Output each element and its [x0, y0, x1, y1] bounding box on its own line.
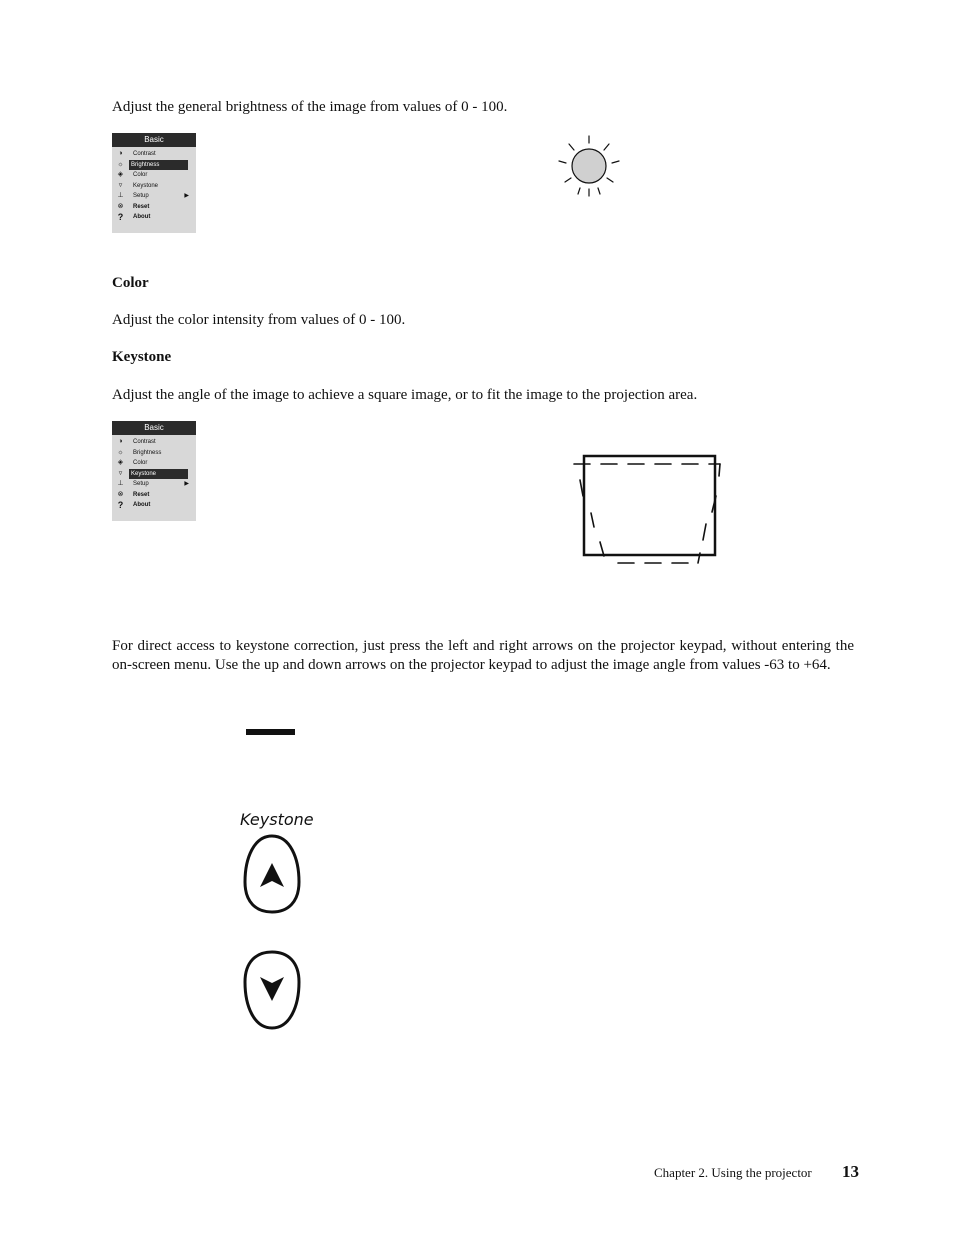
menu-item-setup: ⊥ Setup ▶ [112, 191, 196, 202]
down-arrow-button-icon [240, 948, 304, 1032]
keystone-description: Adjust the angle of the image to achieve a square image, or to fit the image to the projection area. [112, 387, 698, 403]
page-number: 13 [842, 1162, 859, 1181]
menu-item-about: ? About [117, 212, 151, 222]
menu-item-keystone: ▿ Keystone [112, 469, 196, 480]
menu-item-reset: ⊗ Reset [112, 202, 196, 213]
chapter-footer: Chapter 2. Using the projector [654, 1165, 812, 1180]
question-icon: ? [117, 500, 124, 510]
reset-icon: ⊗ [117, 490, 124, 498]
keypad-bar [246, 729, 295, 735]
contrast-icon: ◑ [118, 150, 123, 157]
menu-title: Basic [112, 133, 196, 147]
menu-item-keystone: ▿ Keystone [112, 181, 196, 192]
keystone-icon: ▿ [118, 469, 123, 477]
menu-item-brightness: ☼ Brightness [112, 448, 196, 459]
direct-access-description: For direct access to keystone correction, just press the left and right arrows on the projector keypad, without entering the on-screen menu. Use the up and down arrows on the projector keypad to adjust the image angle from values -63 to +64. [112, 638, 854, 673]
menu-title: Basic [112, 421, 196, 435]
setup-icon: ⊥ [117, 192, 124, 199]
contrast-icon: ◑ [118, 438, 123, 445]
color-description: Adjust the color intensity from values of 0 - 100. [112, 312, 406, 328]
color-icon: ◈ [117, 171, 124, 178]
keystone-correction-illustration [570, 450, 730, 570]
menu-item-about: ? About [117, 500, 151, 510]
submenu-arrow-icon: ▶ [184, 481, 189, 487]
brightness-description: Adjust the general brightness of the image from values of 0 - 100. [112, 99, 508, 115]
color-heading: Color [112, 275, 149, 291]
brightness-sun-icon [556, 133, 622, 199]
question-icon: ? [117, 212, 124, 222]
setup-icon: ⊥ [117, 480, 124, 487]
basic-menu-keystone-selected [112, 421, 196, 521]
brightness-icon: ☼ [117, 160, 124, 168]
keystone-heading: Keystone [112, 349, 172, 365]
keystone-icon: ▿ [118, 181, 123, 189]
menu-item-color: ◈ Color [112, 458, 196, 469]
submenu-arrow-icon: ▶ [184, 193, 189, 199]
menu-item-contrast: ◑ Contrast [112, 437, 196, 448]
menu-item-brightness: ☼ Brightness [112, 160, 196, 171]
menu-item-color: ◈ Color [112, 170, 196, 181]
menu-item-reset: ⊗ Reset [112, 490, 196, 501]
menu-item-contrast: ◑ Contrast [112, 149, 196, 160]
menu-item-setup: ⊥ Setup ▶ [112, 479, 196, 490]
reset-icon: ⊗ [117, 202, 124, 210]
color-icon: ◈ [117, 459, 124, 466]
up-arrow-button-icon [240, 832, 304, 916]
keystone-keypad-label: Keystone [240, 810, 314, 829]
brightness-icon: ☼ [117, 448, 124, 456]
basic-menu-brightness-selected [112, 133, 196, 233]
